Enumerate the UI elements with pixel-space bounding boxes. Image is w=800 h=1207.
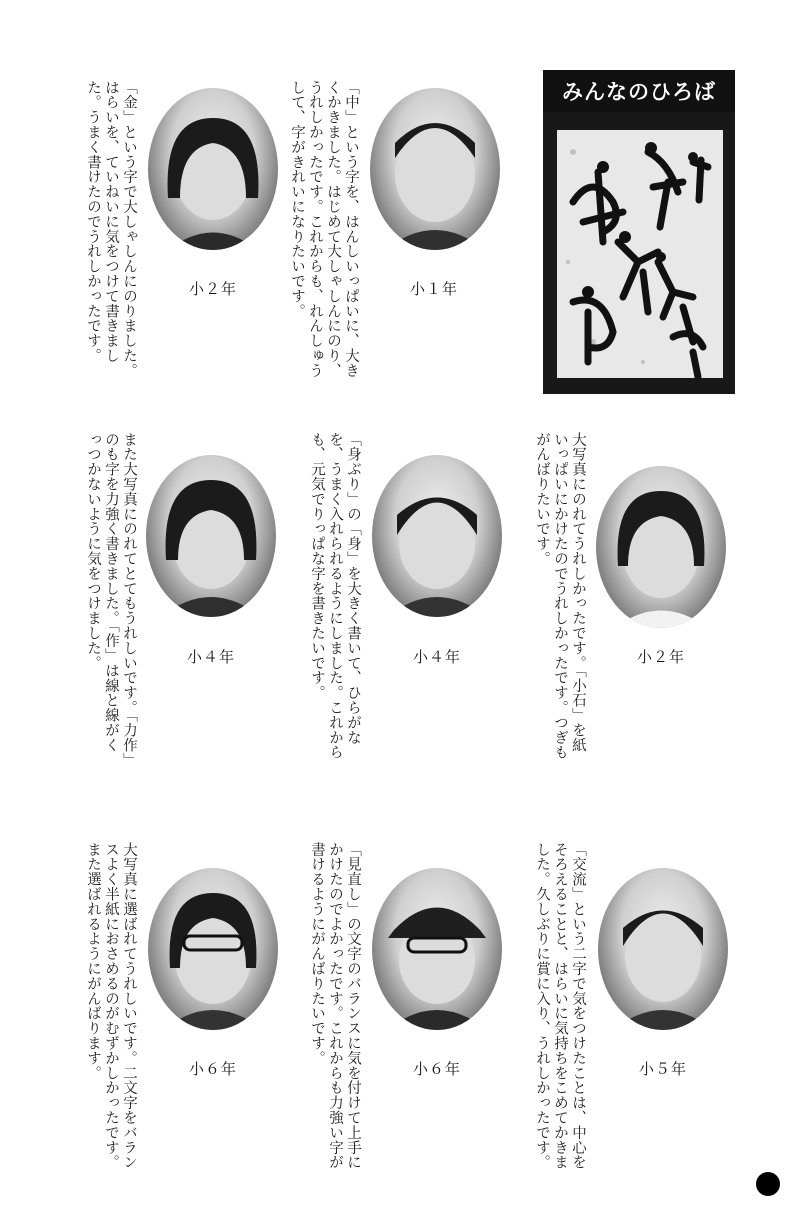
entry-grade: 小２年 — [188, 280, 237, 298]
entry-comment: 大写真に選ばれてうれしいです。二文字をバランスよく半紙におさめるのがむずかしかったです。また選ばれるようにがんばります。 — [85, 842, 137, 1170]
entry-grade: 小６年 — [188, 1060, 237, 1078]
entry-grade: 小６年 — [412, 1060, 461, 1078]
calligraphy-artwork-image — [543, 112, 735, 394]
entry-grade: 小４年 — [412, 648, 461, 666]
entry-comment: 「中」という字を、はんしいっぱいに、大きくかきました。はじめて大しゃしんにのり、うれしかったです。これからも、れんしゅうして、字がきれいになりたいです。 — [289, 80, 359, 378]
page-title: みんなのひろば — [543, 70, 735, 112]
student-photo — [372, 455, 502, 617]
student-photo — [148, 868, 278, 1030]
student-photo — [148, 88, 278, 250]
entry-grade: 小４年 — [186, 648, 235, 666]
student-photo — [146, 455, 276, 617]
student-photo — [598, 868, 728, 1030]
entry-comment: 「交流」という二字で気をつけたことは、中心をそろえることと、はらいに気持ちをこめてかきました。久しぶりに賞に入り、うれしかったです。 — [534, 842, 586, 1170]
student-photo — [370, 88, 500, 250]
entry-comment: 大写真にのれてうれしかったです。「小石」を紙いっぱいにかけたのでうれしかったです。つぎもがんばりたいです。 — [534, 432, 586, 760]
student-photo — [372, 868, 502, 1030]
entry-comment: また大写真にのれてとてもうれしいです。「力作」のも字を力強く書きました。「作」は線と線がくっつかないように気をつけました。 — [85, 432, 137, 761]
page-marker-dot — [756, 1172, 780, 1196]
entry-grade: 小２年 — [636, 648, 685, 666]
entry-comment: 「身ぶり」の「身」を大きく書いて、ひらがなを、うまく入れられるようにしました。これからも、元気でりっぱな字を書きたいです。 — [309, 432, 361, 760]
entry-grade: 小５年 — [638, 1060, 687, 1078]
student-photo — [596, 466, 726, 628]
entry-comment: 「金」という字で大しゃしんにのりました。はらいを、ていねいに気をつけて書きました。うまく書けたのでうれしかったです。 — [85, 80, 137, 378]
entry-grade: 小１年 — [409, 280, 458, 298]
entry-comment: 「見直し」の文字のバランスに気を付けて上手にかけたのでよかったです。これからも力強い字が書けるようにがんばりたいです。 — [309, 842, 361, 1170]
